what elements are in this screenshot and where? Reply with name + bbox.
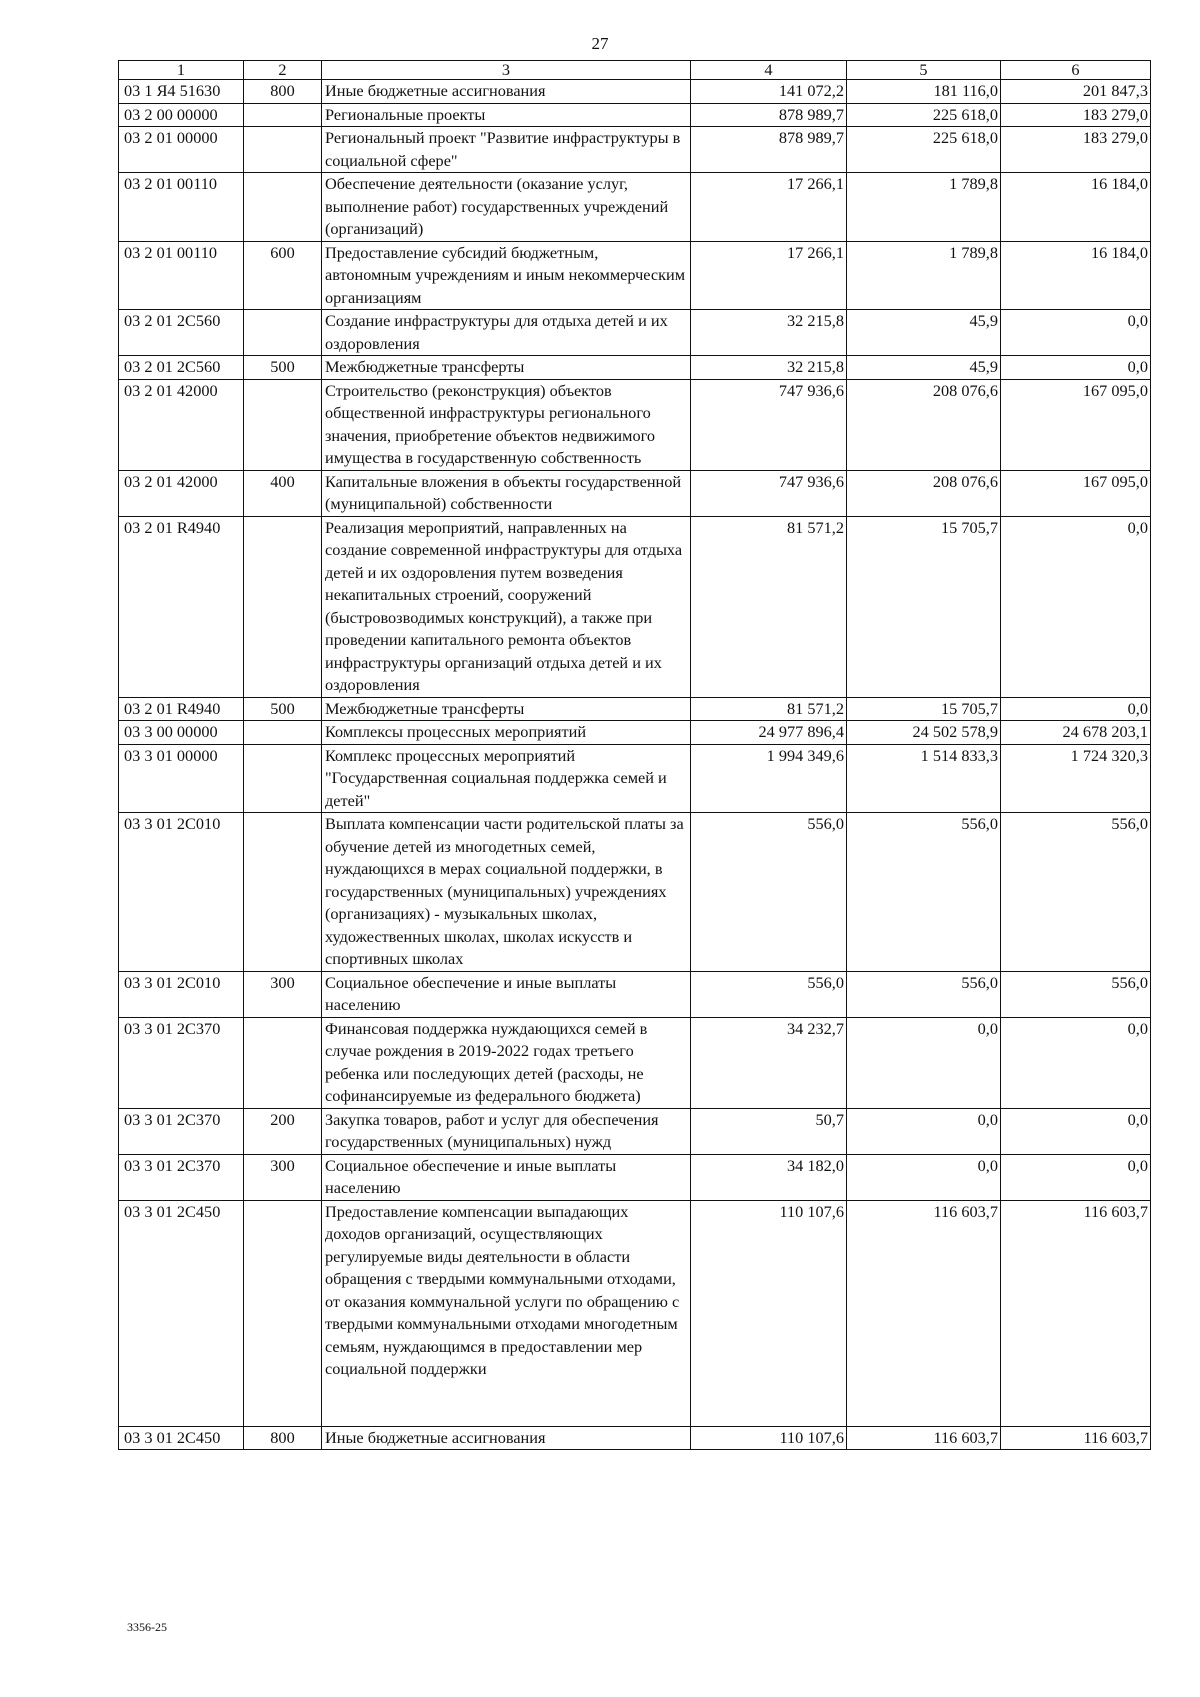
- row-expense-type: 400: [244, 470, 322, 516]
- column-header-3: 3: [322, 61, 691, 80]
- row-value-col6: 0,0: [1001, 1154, 1151, 1200]
- row-name: Региональные проекты: [322, 103, 691, 127]
- row-expense-type: [244, 127, 322, 173]
- row-value-col6: 0,0: [1001, 356, 1151, 380]
- row-value-col6: 0,0: [1001, 697, 1151, 721]
- row-value-col5: 1 514 833,3: [847, 744, 1001, 813]
- table-row: [119, 127, 1151, 173]
- row-value-col5: 24 502 578,9: [847, 721, 1001, 745]
- table-row: [119, 697, 1151, 721]
- row-value-col6: 167 095,0: [1001, 379, 1151, 470]
- row-expense-type: [244, 310, 322, 356]
- row-value-col4: 1 994 349,6: [691, 744, 847, 813]
- page-number: 27: [591, 34, 609, 53]
- row-name: Предоставление субсидий бюджетным, автономным учреждениям и иным некоммерческим организациям: [322, 241, 691, 310]
- row-name: Региональный проект "Развитие инфраструктуры в социальной сфере": [322, 127, 691, 173]
- row-name: Социальное обеспечение и иные выплаты населению: [322, 1154, 691, 1200]
- row-expense-type: 500: [244, 356, 322, 380]
- row-name: Социальное обеспечение и иные выплаты населению: [322, 971, 691, 1017]
- column-header-5: 5: [847, 61, 1001, 80]
- row-code: 03 3 01 2С370: [119, 1017, 244, 1108]
- row-code: 03 3 00 00000: [119, 721, 244, 745]
- table-row: [119, 1108, 1151, 1154]
- row-value-col5: 0,0: [847, 1017, 1001, 1108]
- table-row: [119, 103, 1151, 127]
- table-row: [119, 1426, 1151, 1450]
- row-value-col5: 116 603,7: [847, 1200, 1001, 1426]
- row-code: 03 2 01 2С560: [119, 310, 244, 356]
- row-expense-type: 800: [244, 1426, 322, 1450]
- row-value-col4: 556,0: [691, 971, 847, 1017]
- row-value-col5: 45,9: [847, 310, 1001, 356]
- row-value-col6: 0,0: [1001, 1017, 1151, 1108]
- row-value-col5: 208 076,6: [847, 470, 1001, 516]
- row-value-col4: 32 215,8: [691, 356, 847, 380]
- row-expense-type: 200: [244, 1108, 322, 1154]
- row-code: 03 3 01 2С450: [119, 1426, 244, 1450]
- row-value-col6: 0,0: [1001, 310, 1151, 356]
- row-value-col4: 34 232,7: [691, 1017, 847, 1108]
- row-name: Обеспечение деятельности (оказание услуг, выполнение работ) государственных учреждений (организаций): [322, 173, 691, 242]
- row-value-col6: 24 678 203,1: [1001, 721, 1151, 745]
- row-name: Комплекс процессных мероприятий "Государственная социальная поддержка семей и детей": [322, 744, 691, 813]
- table-row: [119, 310, 1151, 356]
- row-expense-type: [244, 1200, 322, 1426]
- row-expense-type: [244, 813, 322, 972]
- table-row: [119, 1154, 1151, 1200]
- row-value-col4: 81 571,2: [691, 697, 847, 721]
- row-name: Межбюджетные трансферты: [322, 356, 691, 380]
- row-code: 03 3 01 00000: [119, 744, 244, 813]
- row-expense-type: 300: [244, 971, 322, 1017]
- row-name: Создание инфраструктуры для отдыха детей и их оздоровления: [322, 310, 691, 356]
- row-value-col5: 116 603,7: [847, 1426, 1001, 1450]
- row-expense-type: [244, 103, 322, 127]
- row-value-col5: 1 789,8: [847, 241, 1001, 310]
- row-name: Капитальные вложения в объекты государственной (муниципальной) собственности: [322, 470, 691, 516]
- row-value-col5: 45,9: [847, 356, 1001, 380]
- row-value-col5: 208 076,6: [847, 379, 1001, 470]
- row-value-col5: 15 705,7: [847, 697, 1001, 721]
- row-value-col4: 878 989,7: [691, 103, 847, 127]
- row-value-col4: 878 989,7: [691, 127, 847, 173]
- row-value-col4: 32 215,8: [691, 310, 847, 356]
- row-value-col4: 747 936,6: [691, 379, 847, 470]
- row-value-col5: 556,0: [847, 971, 1001, 1017]
- row-value-col5: 225 618,0: [847, 103, 1001, 127]
- row-expense-type: [244, 516, 322, 697]
- row-value-col6: 16 184,0: [1001, 241, 1151, 310]
- row-code: 03 2 01 42000: [119, 470, 244, 516]
- table-row: [119, 356, 1151, 380]
- row-value-col5: 181 116,0: [847, 80, 1001, 104]
- row-value-col4: 747 936,6: [691, 470, 847, 516]
- table-row: [119, 80, 1151, 104]
- row-value-col6: 0,0: [1001, 516, 1151, 697]
- row-name: Финансовая поддержка нуждающихся семей в случае рождения в 2019-2022 годах третьего ребенка или последующих детей (расходы, не софинансируемые из федерального бюджета): [322, 1017, 691, 1108]
- row-name: Закупка товаров, работ и услуг для обеспечения государственных (муниципальных) нужд: [322, 1108, 691, 1154]
- column-header-1: 1: [119, 61, 244, 80]
- row-code: 03 3 01 2С450: [119, 1200, 244, 1426]
- row-name: Иные бюджетные ассигнования: [322, 80, 691, 104]
- row-value-col4: 556,0: [691, 813, 847, 972]
- row-value-col6: 116 603,7: [1001, 1200, 1151, 1426]
- row-value-col6: 0,0: [1001, 1108, 1151, 1154]
- row-code: 03 3 01 2С370: [119, 1154, 244, 1200]
- row-code: 03 2 01 00000: [119, 127, 244, 173]
- document-code: 3356-25: [127, 1620, 167, 1634]
- table-row: [119, 1017, 1151, 1108]
- table-row: [119, 173, 1151, 242]
- budget-table: [118, 60, 1151, 1450]
- row-name: Реализация мероприятий, направленных на создание современной инфраструктуры для отдыха детей и их оздоровления путем возведения некапитальных строений, сооружений (быстровозводимых конструкций), а также при проведении капитального ремонта объектов инфраструктуры организаций отдыха детей и их оздоровления: [322, 516, 691, 697]
- row-code: 03 2 01 00110: [119, 241, 244, 310]
- table-row: [119, 516, 1151, 697]
- row-code: 03 2 01 00110: [119, 173, 244, 242]
- row-expense-type: [244, 173, 322, 242]
- table-row: [119, 813, 1151, 972]
- row-value-col6: 183 279,0: [1001, 103, 1151, 127]
- table-header-row: [119, 61, 1151, 80]
- row-value-col4: 110 107,6: [691, 1426, 847, 1450]
- column-header-6: 6: [1001, 61, 1151, 80]
- table-row: [119, 744, 1151, 813]
- row-value-col4: 81 571,2: [691, 516, 847, 697]
- row-code: 03 2 01 R4940: [119, 516, 244, 697]
- column-header-2: 2: [244, 61, 322, 80]
- row-code: 03 2 01 R4940: [119, 697, 244, 721]
- row-expense-type: 800: [244, 80, 322, 104]
- row-name: Строительство (реконструкция) объектов общественной инфраструктуры регионального значения, приобретение объектов недвижимого имущества в государственную собственность: [322, 379, 691, 470]
- row-code: 03 3 01 2С010: [119, 971, 244, 1017]
- row-value-col6: 556,0: [1001, 813, 1151, 972]
- row-name: Иные бюджетные ассигнования: [322, 1426, 691, 1450]
- table-row: [119, 379, 1151, 470]
- row-code: 03 2 00 00000: [119, 103, 244, 127]
- row-value-col5: 0,0: [847, 1108, 1001, 1154]
- row-value-col4: 34 182,0: [691, 1154, 847, 1200]
- row-value-col4: 17 266,1: [691, 173, 847, 242]
- row-value-col4: 110 107,6: [691, 1200, 847, 1426]
- row-value-col6: 167 095,0: [1001, 470, 1151, 516]
- row-expense-type: 500: [244, 697, 322, 721]
- column-header-4: 4: [691, 61, 847, 80]
- row-expense-type: [244, 379, 322, 470]
- table-row: [119, 241, 1151, 310]
- row-code: 03 2 01 2С560: [119, 356, 244, 380]
- row-name: Межбюджетные трансферты: [322, 697, 691, 721]
- row-name: Комплексы процессных мероприятий: [322, 721, 691, 745]
- row-value-col4: 24 977 896,4: [691, 721, 847, 745]
- table-row: [119, 1200, 1151, 1426]
- row-value-col6: 116 603,7: [1001, 1426, 1151, 1450]
- row-expense-type: [244, 721, 322, 745]
- row-code: 03 3 01 2С370: [119, 1108, 244, 1154]
- row-value-col5: 0,0: [847, 1154, 1001, 1200]
- table-row: [119, 971, 1151, 1017]
- row-code: 03 1 Я4 51630: [119, 80, 244, 104]
- row-code: 03 2 01 42000: [119, 379, 244, 470]
- row-value-col5: 556,0: [847, 813, 1001, 972]
- row-expense-type: [244, 1017, 322, 1108]
- row-value-col5: 1 789,8: [847, 173, 1001, 242]
- table-row: [119, 721, 1151, 745]
- row-name: Выплата компенсации части родительской платы за обучение детей из многодетных семей, нуждающихся в мерах социальной поддержки, в государственных (муниципальных) учреждениях (организациях) - музыкальных школах, художественных школах, школах искусств и спортивных школах: [322, 813, 691, 972]
- row-value-col6: 201 847,3: [1001, 80, 1151, 104]
- row-value-col4: 141 072,2: [691, 80, 847, 104]
- row-expense-type: 600: [244, 241, 322, 310]
- row-expense-type: [244, 744, 322, 813]
- row-value-col6: 183 279,0: [1001, 127, 1151, 173]
- row-value-col6: 556,0: [1001, 971, 1151, 1017]
- row-value-col6: 1 724 320,3: [1001, 744, 1151, 813]
- row-name: Предоставление компенсации выпадающих доходов организаций, осуществляющих регулируемые виды деятельности в области обращения с твердыми коммунальными отходами, от оказания коммунальной услуги по обращению с твердыми коммунальными отходами многодетным семьям, нуждающимся в предоставлении мер социальной поддержки: [322, 1200, 691, 1426]
- table-row: [119, 470, 1151, 516]
- row-value-col5: 225 618,0: [847, 127, 1001, 173]
- row-expense-type: 300: [244, 1154, 322, 1200]
- row-value-col5: 15 705,7: [847, 516, 1001, 697]
- row-value-col4: 50,7: [691, 1108, 847, 1154]
- row-code: 03 3 01 2С010: [119, 813, 244, 972]
- row-value-col6: 16 184,0: [1001, 173, 1151, 242]
- row-value-col4: 17 266,1: [691, 241, 847, 310]
